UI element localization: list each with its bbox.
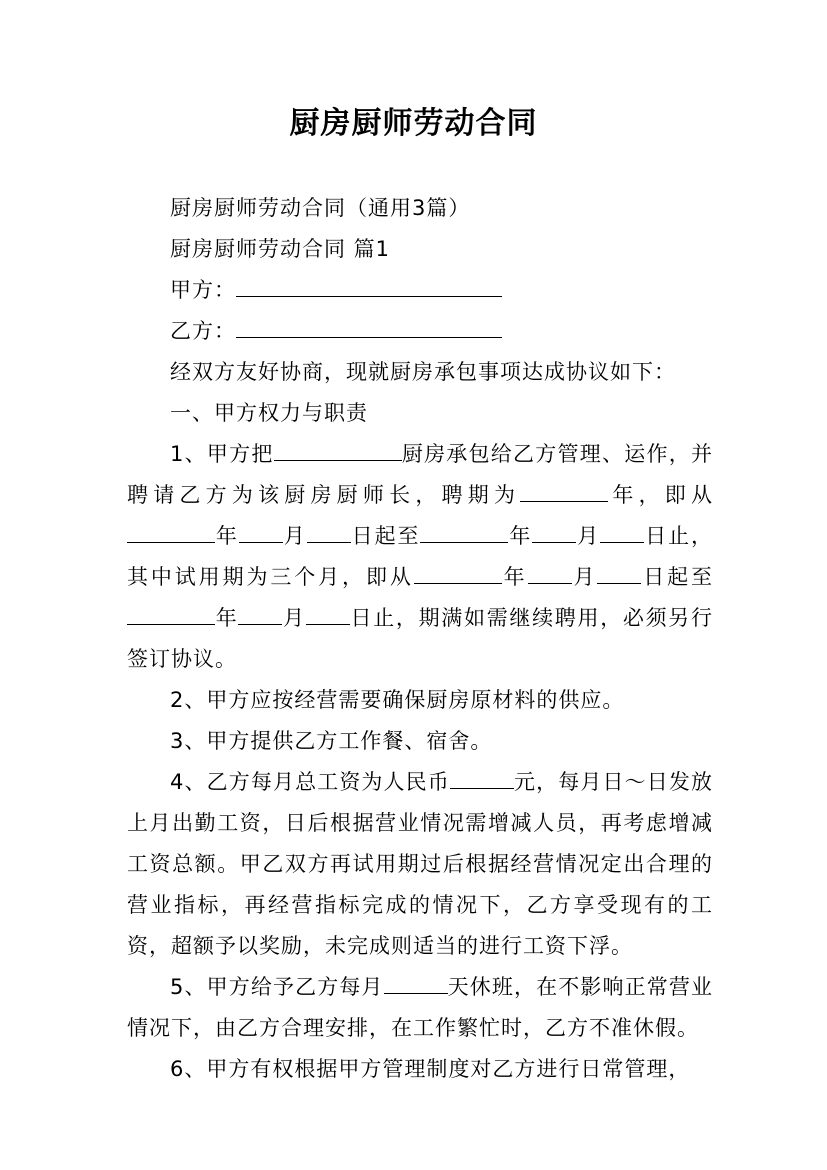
clause-1 — [127, 434, 713, 680]
days-off-blank — [384, 971, 448, 994]
blank — [127, 520, 215, 543]
clause-1-text-m2: 月 — [576, 524, 601, 548]
party-a-blank — [236, 274, 502, 297]
party-b-label: 乙方： — [170, 319, 236, 343]
blank — [532, 520, 576, 543]
blank — [520, 479, 608, 502]
document-subtitle: 厨房厨师劳动合同（通用3篇） — [170, 196, 471, 220]
blank — [306, 602, 350, 625]
party-a-label: 甲方： — [170, 278, 236, 302]
clause-1-text-y2: 年 — [508, 524, 533, 548]
blank — [414, 561, 502, 584]
clause-3: 3、甲方提供乙方工作餐、宿舍。 — [170, 729, 493, 753]
blank — [528, 561, 572, 584]
salary-blank — [450, 766, 514, 789]
clause-5-text-a: 5、甲方给予乙方每月 — [170, 975, 384, 999]
clause-1-text-m3: 月 — [571, 565, 598, 589]
clause-4-text-b: 元，每月日～日发放上月出勤工资，日后根据营业情况需增减人员，再考虑增减工资总额。甲乙双方再试用期过后根据经营情况定出合理的营业指标，再经营指标完成的情况下，乙方享受现有的工资，超额予以奖励，未完成则适当的进行工资下浮。 — [127, 770, 713, 958]
blank — [239, 520, 283, 543]
clause-1-text-a: 1、甲方把 — [170, 442, 274, 466]
document-title: 厨房厨师劳动合同 — [289, 106, 538, 141]
blank — [600, 520, 644, 543]
party-b-line — [127, 311, 713, 352]
clause-1-text-d2: 日止， — [644, 524, 714, 548]
party-b-blank — [236, 315, 502, 338]
blank — [274, 438, 402, 461]
blank — [127, 602, 215, 625]
clause-1-text-year: 年，即从 — [608, 483, 714, 507]
clause-1-text-y3: 年 — [501, 565, 528, 589]
intro-paragraph: 经双方友好协商，现就厨房承包事项达成协议如下： — [170, 360, 676, 384]
clause-1-text-m1: 月 — [282, 524, 307, 548]
clause-1-text-probation: 其中试用期为三个月，即从 — [127, 565, 414, 589]
clause-2: 2、甲方应按经营需要确保厨房原材料的供应。 — [170, 688, 625, 712]
clause-1-text-d1: 日起至 — [350, 524, 421, 548]
chapter-heading: 一、甲方权力与职责 — [170, 401, 368, 425]
clause-4 — [127, 762, 713, 967]
document-body — [127, 188, 713, 1090]
clause-1-text-m4: 月 — [282, 606, 306, 630]
clause-1-text-y4: 年 — [215, 606, 239, 630]
clause-1-text-d3: 日起至 — [641, 565, 714, 589]
section-heading: 厨房厨师劳动合同 篇1 — [170, 237, 391, 261]
party-a-line — [127, 270, 713, 311]
clause-5-text-b: 天休班，在不影响正常营业情况下，由乙方合理安排，在工作繁忙时，乙方不准休假。 — [127, 975, 713, 1040]
clause-6: 6、甲方有权根据甲方管理制度对乙方进行日常管理， — [170, 1057, 691, 1081]
blank — [238, 602, 282, 625]
clause-1-text-y1: 年 — [215, 524, 239, 548]
blank — [420, 520, 508, 543]
clause-5 — [127, 967, 713, 1049]
clause-4-text-a: 4、乙方每月总工资为人民币 — [170, 770, 450, 794]
blank — [597, 561, 641, 584]
blank — [307, 520, 351, 543]
clause-1-text-b: 厨房承包给乙方管理、运作，并聘请乙方为该厨房厨师长，聘期为 — [127, 442, 713, 507]
clause-1-text-end: 日止，期满如需继续聘用，必须另行签订协议。 — [127, 606, 714, 671]
